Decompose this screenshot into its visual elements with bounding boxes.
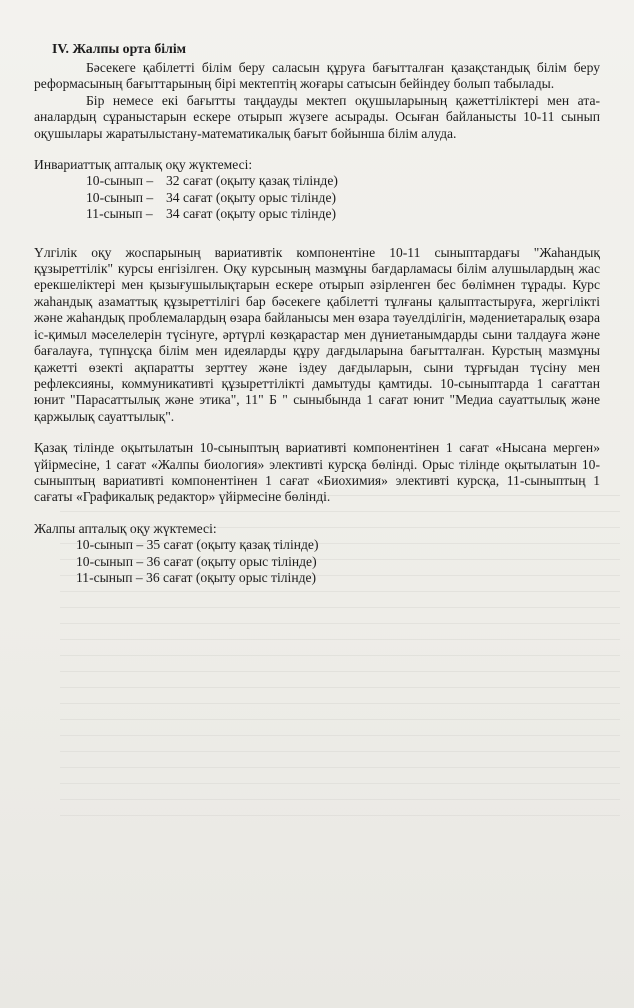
total-heading: Жалпы апталық оқу жүктемесі: [34, 520, 217, 536]
total-item: 11-сынып – 36 сағат (оқыту орыс тілінде) [76, 569, 317, 585]
total-item: 10-сынып – 35 сағат (оқыту қазақ тілінде) [76, 537, 319, 553]
invariant-hours: 34 сағат (оқыту орыс тілінде) [166, 206, 337, 222]
invariant-item [34, 190, 600, 206]
section-title: IV. Жалпы орта білім [52, 41, 187, 56]
invariant-grade: 10-сынып – [86, 189, 154, 205]
invariant-heading: Инвариаттық апталық оқу жүктемесі: [34, 157, 253, 173]
invariant-grade: 11-сынып – [86, 206, 153, 222]
invariant-hours: 32 сағат (оқыту қазақ тілінде) [166, 173, 338, 189]
invariant-grade: 10-сынып – [86, 173, 154, 189]
invariant-item [34, 173, 600, 189]
total-item: 10-сынып – 36 сағат (оқыту орыс тілінде) [76, 553, 317, 569]
document-body [34, 40, 600, 586]
variative-paragraph: Үлгілік оқу жоспарының вариативтік компонентіне 10-11 сыныптардағы "Жаһандық құзыреттілік" курсы енгізілген. Оқу курсының мазмұны бағдарламасы білім алушылардың жас ерекшеліктері мен қызығушылықтарын ескере отырып әзірленген бес бөлімнен тұрады. Курс жаһандық азаматтық құзыреттілігі бар бәсекеге қабілетті тұлғаны қалыптастыруға, жергілікті және жаһандық проблемалардың өзара байланысы мен өзара тәуелділігін, мәдениетаралық өзара іс-қимыл мәселелерін түсінуге, әртүрлі көзқарастар мен дүниетанымдарды сыни талдауға және бағалауға, түпнұсқа білім мен идеяларды құру дағдыларына бағытталған. Курстың мазмұны қажетті өзекті ақпаратты зерттеу және іздеу дағдыларын, сыни тұрғыдан түсіну мен рефлексияны, коммуникативті құзыреттілікті дамытуды қамтиды. 10-сыныптарда 1 сағаттан юнит "Парасаттылық және этика", 11" Б " сыныбында 1 сағат юнит "Медиа сауаттылық және қаржылық сауаттылық". [34, 244, 600, 424]
invariant-item [34, 206, 600, 222]
allocation-paragraph: Қазақ тілінде оқытылатын 10-сыныптың вариативті компонентінен 1 сағат «Нысана мерген» үйірмесіне, 1 сағат «Жалпы биология» элективті курсқа бөлінді. Орыс тілінде оқытылатын 10-сыныптың вариативті компонентінен 1 сағат «Биохимия» элективті курсқа, 11-сыныптың 1 сағаты «Графикалық редактор» үйірмесіне бөлінді. [34, 440, 600, 505]
intro-paragraph-2: Бір немесе екі бағытты таңдауды мектеп оқушыларының қажеттіліктері мен ата-аналардың сұраныстарын ескере отырып жүзеге асырады. Осыған байланысты 10-11 сынып оқушылары жаратылыстану-математикалық бағыт бойынша білім алуда. [34, 92, 600, 141]
invariant-hours: 34 сағат (оқыту орыс тілінде) [166, 189, 337, 205]
intro-paragraph-1: Бәсекеге қабілетті білім беру саласын құруға бағытталған қазақстандық білім беру реформасының бағыттарының бірі мектептің жоғары сатысын бейіндеу болып табылады. [34, 60, 600, 92]
